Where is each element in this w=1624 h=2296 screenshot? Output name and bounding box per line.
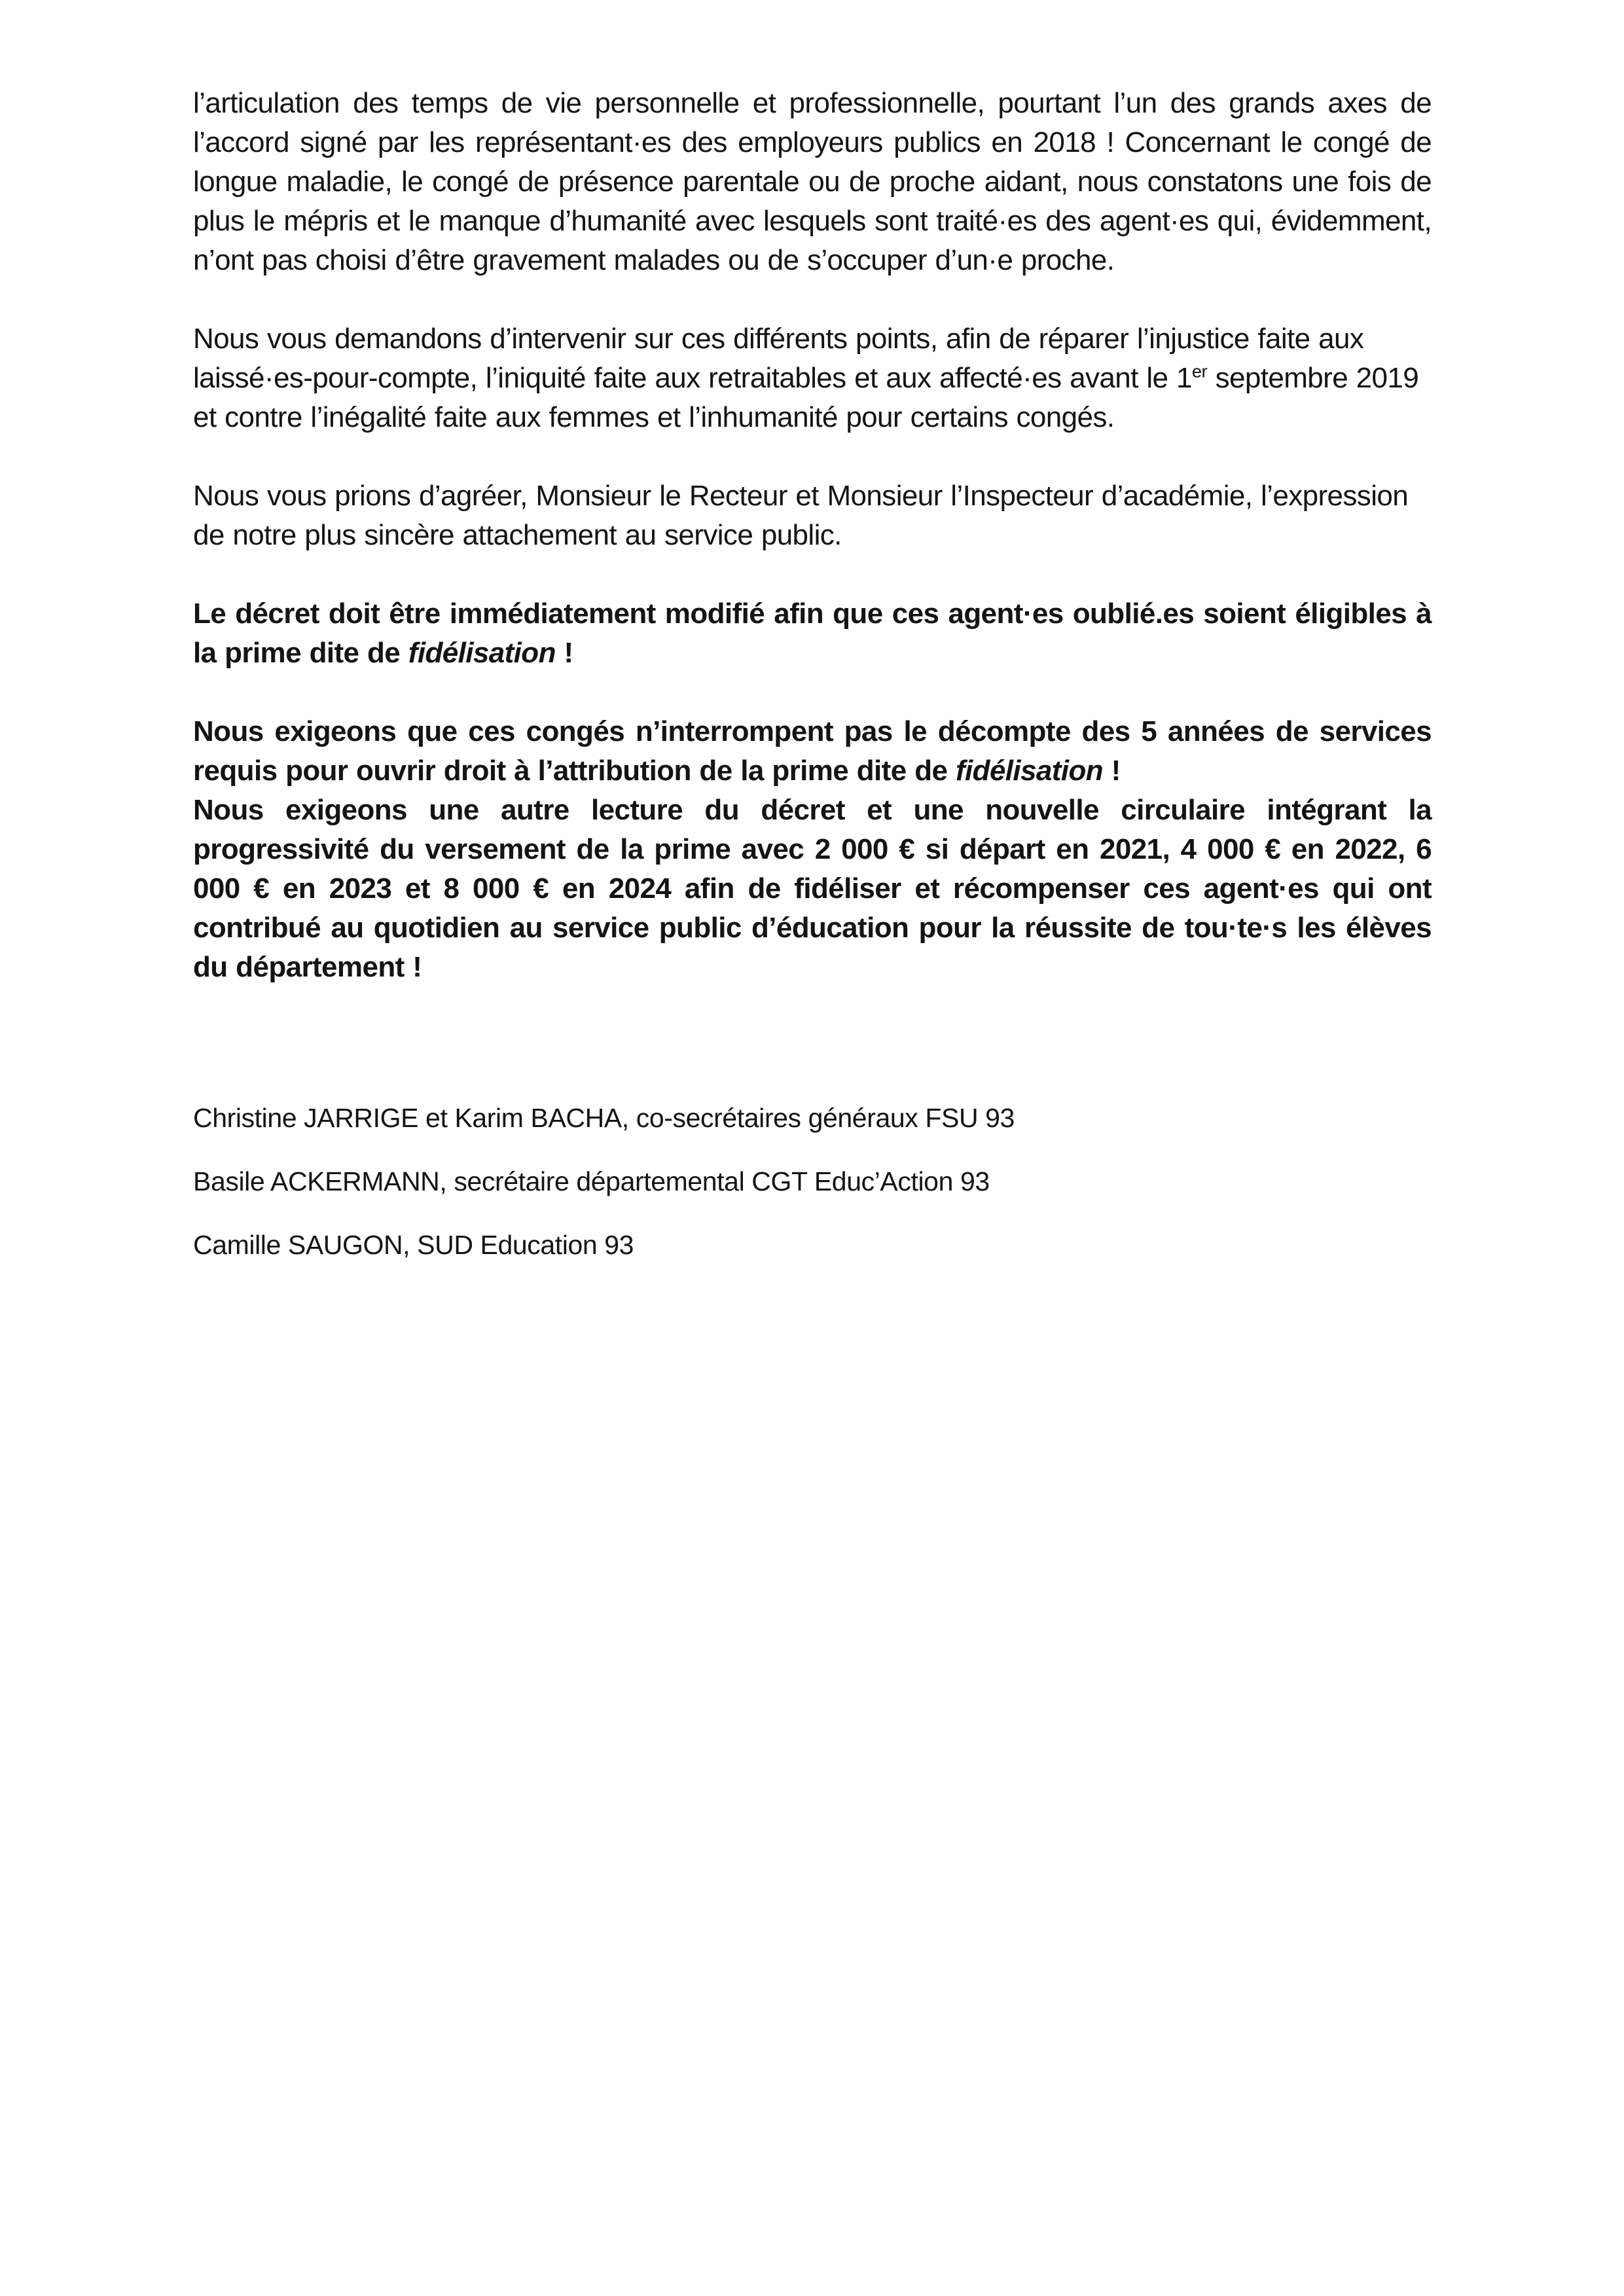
signature-block [193, 1102, 1432, 1261]
paragraph-exigence-conges [193, 712, 1432, 791]
paragraph-articulation: l’articulation des temps de vie personnelle et professionnelle, pourtant l’un des grands axes de l’accord signé par les représentant·es des employeurs publics en 2018 ! Concernant le congé de longue maladie, le congé de présence parentale ou de proche aidant, nous constatons une fois de plus le mépris et le manque d’humanité avec lesquels sont traité·es des agent·es qui, évidemment, n’ont pas choisi d’être gravement malades ou de s’occuper d’un·e proche. [193, 87, 1432, 276]
text-run: Le décret doit être immédiatement modifié afin que ces agent·es oublié.es soient éligibles à la prime dite de [193, 598, 1432, 669]
paragraph-exigence-progressivite: Nous exigeons une autre lecture du décret et une nouvelle circulaire intégrant la progressivité du versement de la prime avec 2 000 € si départ en 2021, 4 000 € en 2022, 6 000 € en 2023 et 8 000 € en 2024 afin de fidéliser et récompenser ces agent·es qui ont contribué au quotidien au service public d’éducation pour la réussite de tou·te·s les élèves du département ! [193, 794, 1432, 983]
text-run: Nous vous demandons d’intervenir sur ces différents points, afin de réparer l’injustice faite aux laissé·es-pour-compte, l’iniquité faite aux retraitables et aux affecté·es avant le 1 [193, 323, 1364, 394]
text-run: septembre 2019 et contre l’inégalité faite aux femmes et l’inhumanité pour certains congés. [193, 362, 1419, 433]
text-run: Nous exigeons que ces congés n’interrompent pas le décompte des 5 années de services requis pour ouvrir droit à l’attribution de la prime dite de [193, 715, 1432, 787]
text-run: ! [1103, 755, 1121, 787]
italic-term-fidelisation: fidélisation [955, 755, 1104, 787]
paragraph-demande-intervention [193, 319, 1432, 437]
italic-term-fidelisation: fidélisation [408, 637, 556, 669]
signature-line-fsu: Christine JARRIGE et Karim BACHA, co-secrétaires généraux FSU 93 [193, 1103, 1015, 1133]
signature-line-cgt: Basile ACKERMANN, secrétaire départemental CGT Educ’Action 93 [193, 1166, 990, 1196]
paragraph-decret-modifie [193, 594, 1432, 673]
letter-body [193, 84, 1432, 1292]
superscript-er: er [1191, 361, 1207, 382]
signature-line-sud: Camille SAUGON, SUD Education 93 [193, 1230, 634, 1260]
text-run: ! [555, 637, 573, 669]
paragraph-formule-politesse: Nous vous prions d’agréer, Monsieur le Recteur et Monsieur l’Inspecteur d’académie, l’expression de notre plus sincère attachement au service public. [193, 480, 1409, 551]
